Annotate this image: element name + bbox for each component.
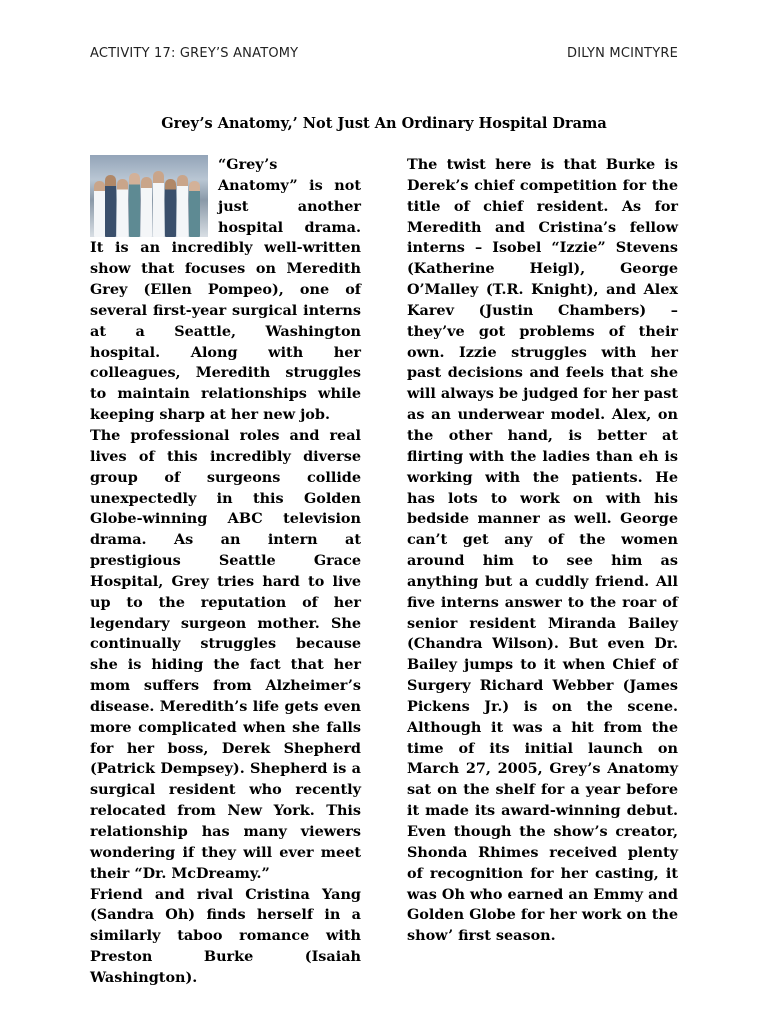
article-title: Grey’s Anatomy,’ Not Just An Ordinary Hospital Drama [161,115,607,132]
left-column [90,155,361,989]
paragraph: “Grey’s Anatomy” is not just another hospital drama. It is an incredibly well-written show that focuses on Meredith Grey (Ellen Pompeo), one of several first-year surgical interns at a Seattle, Washington hospital. Along with her colleagues, Meredith struggles to maintain relationships while keeping sharp at her new job. [90,156,361,424]
header-author: DILYN MCINTYRE [567,46,678,61]
paragraph: The professional roles and real lives of this incredibly diverse group of surgeons collide unexpectedly in this Golden Globe-winning ABC television drama. As an intern at prestigious Seattle Grace Hospital, Grey tries hard to live up to the reputation of her legendary surgeon mother. She continually struggles because she is hiding the fact that her mom suffers from Alzheimer’s disease. Meredith’s life gets even more complicated when she falls for her boss, Derek Shepherd (Patrick Dempsey). Shepherd is a surgical resident who recently relocated from New York. This relationship has many viewers wondering if they will ever meet their “Dr. McDreamy.” [90,426,361,882]
cast-photo-icon [90,155,208,237]
paragraph: The twist here is that Burke is Derek’s chief competition for the title of chief resident. As for Meredith and Cristina’s fellow interns – Isobel “Izzie” Stevens (Katherine Heigl), George O’Malley (T.R. Knight), and Alex Karev (Justin Chambers) – they’ve got problems of their own. Izzie struggles with her past decisions and feels that she will always be judged for her past as an underwear model. Alex, on the other hand, is better at flirting with the ladies than eh is working with the patients. He has lots to work on with his bedside manner as well. George can’t get any of the women around him to see him as anything but a cuddly friend. All five interns answer to the roar of senior resident Miranda Bailey (Chandra Wilson). But even Dr. Bailey jumps to it when Chief of Surgery Richard Webber (James Pickens Jr.) is on the scene. Although it was a hit from the time of its initial launch on March 27, 2005, Grey’s Anatomy sat on the shelf for a year before it made its award-winning debut. Even though the show’s creator, Shonda Rhimes received plenty of recognition for her casting, it was Oh who earned an Emmy and Golden Globe for her work on the show’ first season. [407,156,678,945]
paragraph: Friend and rival Cristina Yang (Sandra Oh) finds herself in a similarly taboo romance with Preston Burke (Isaiah Washington). [90,885,361,986]
right-column [407,155,678,947]
header-activity: ACTIVITY 17: GREY’S ANATOMY [90,46,299,61]
